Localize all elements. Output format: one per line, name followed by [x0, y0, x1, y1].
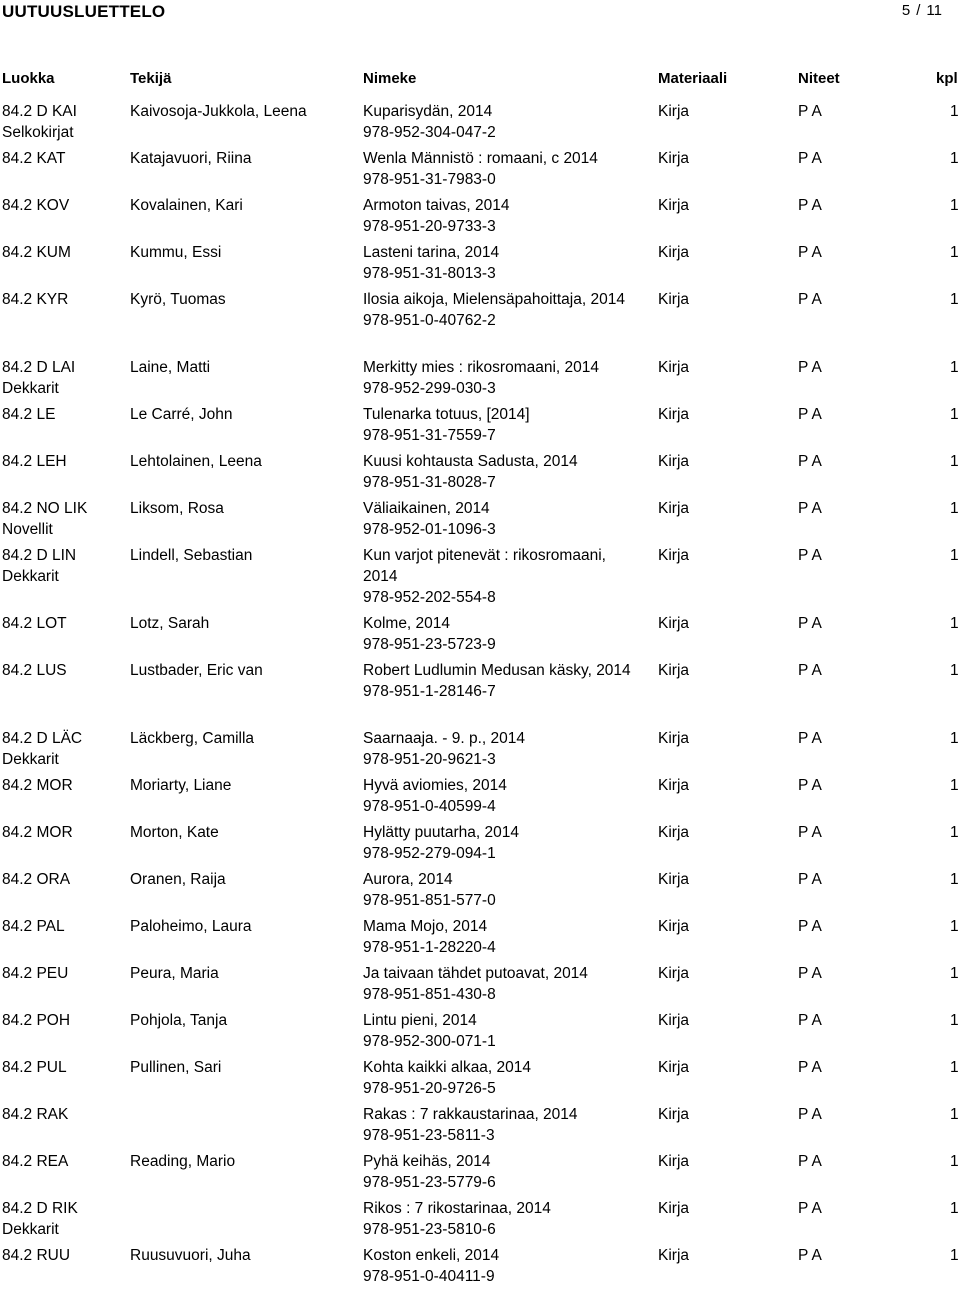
qty-cell: 1 [950, 500, 959, 517]
qty-cell: 1 [950, 1012, 959, 1029]
class-cell [2, 545, 122, 587]
book-title: Mama Mojo, 2014 [363, 918, 488, 935]
book-title: Koston enkeli, 2014 [363, 1247, 500, 1264]
author-name: Ruusuvuori, Juha [130, 1247, 251, 1264]
isbn: 978-951-0-40762-2 [363, 312, 496, 329]
author-name: Kovalainen, Kari [130, 197, 243, 214]
class-cell [2, 1104, 122, 1125]
page-title: UUTUUSLUETTELO [2, 2, 166, 21]
book-title: Pyhä keihäs, 2014 [363, 1153, 491, 1170]
table-row [0, 1151, 960, 1198]
genre-label: Dekkarit [2, 568, 59, 585]
title-cell [363, 1245, 633, 1287]
material-cell: Kirja [658, 730, 690, 747]
book-title: Rakas : 7 rakkaustarinaa, 2014 [363, 1106, 578, 1123]
author-cell [130, 289, 355, 310]
class-cell [2, 1151, 122, 1172]
isbn: 978-951-31-7983-0 [363, 171, 496, 188]
title-cell [363, 101, 633, 143]
notes-cell: P A [798, 197, 822, 214]
material-cell: Kirja [658, 1247, 690, 1264]
book-title: Merkitty mies : rikosromaani, 2014 [363, 359, 600, 376]
author-name: Kyrö, Tuomas [130, 291, 226, 308]
author-name: Läckberg, Camilla [130, 730, 255, 747]
title-cell [363, 545, 633, 608]
notes-cell: P A [798, 103, 822, 120]
class-code: 84.2 LE [2, 406, 56, 423]
material-cell: Kirja [658, 824, 690, 841]
author-cell [130, 195, 355, 216]
class-code: 84.2 NO LIK [2, 500, 88, 517]
genre-label: Dekkarit [2, 380, 59, 397]
material-cell: Kirja [658, 453, 690, 470]
notes-cell: P A [798, 730, 822, 747]
author-name: Laine, Matti [130, 359, 211, 376]
notes-cell: P A [798, 1247, 822, 1264]
notes-cell: P A [798, 871, 822, 888]
notes-cell: P A [798, 359, 822, 376]
author-name: Reading, Mario [130, 1153, 236, 1170]
book-title: Tulenarka totuus, [2014] [363, 406, 530, 423]
author-cell [130, 1057, 355, 1078]
class-code: 84.2 D LIN [2, 547, 77, 564]
author-name: Pullinen, Sari [130, 1059, 222, 1076]
page-number [902, 2, 942, 19]
author-name: Liksom, Rosa [130, 500, 224, 517]
book-title: Kohta kaikki alkaa, 2014 [363, 1059, 532, 1076]
class-cell [2, 660, 122, 681]
table-row [0, 1057, 960, 1104]
material-cell: Kirja [658, 1012, 690, 1029]
book-title: Väliaikainen, 2014 [363, 500, 490, 517]
qty-cell: 1 [950, 547, 959, 564]
book-title: Lasteni tarina, 2014 [363, 244, 500, 261]
class-code: 84.2 PEU [2, 965, 69, 982]
book-title: Ja taivaan tähdet putoavat, 2014 [363, 965, 588, 982]
book-title: Robert Ludlumin Medusan käsky, 2014 [363, 662, 631, 679]
author-name: Pohjola, Tanja [130, 1012, 228, 1029]
author-name: Lehtolainen, Leena [130, 453, 262, 470]
genre-label: Dekkarit [2, 751, 59, 768]
class-code: 84.2 PUL [2, 1059, 67, 1076]
class-code: 84.2 POH [2, 1012, 71, 1029]
column-header-qty: kpl [936, 70, 958, 87]
qty-cell: 1 [950, 1153, 959, 1170]
material-cell: Kirja [658, 103, 690, 120]
class-code: 84.2 KOV [2, 197, 70, 214]
total-pages: 11 [926, 2, 942, 19]
author-name: Le Carré, John [130, 406, 233, 423]
author-name: Peura, Maria [130, 965, 219, 982]
class-cell [2, 822, 122, 843]
title-cell [363, 1057, 633, 1099]
notes-cell: P A [798, 547, 822, 564]
isbn: 978-952-304-047-2 [363, 124, 496, 141]
material-cell: Kirja [658, 1200, 690, 1217]
author-cell [130, 101, 355, 122]
author-cell [130, 451, 355, 472]
author-cell [130, 822, 355, 843]
material-cell: Kirja [658, 150, 690, 167]
qty-cell: 1 [950, 1059, 959, 1076]
qty-cell: 1 [950, 918, 959, 935]
author-cell [130, 1245, 355, 1266]
author-cell [130, 404, 355, 425]
table-row [0, 775, 960, 822]
author-name: Oranen, Raija [130, 871, 226, 888]
isbn: 978-952-01-1096-3 [363, 521, 496, 538]
page-separator: / [916, 2, 921, 19]
class-code: 84.2 D KAI [2, 103, 77, 120]
isbn: 978-951-23-5811-3 [363, 1127, 495, 1144]
material-cell: Kirja [658, 777, 690, 794]
notes-cell: P A [798, 1200, 822, 1217]
isbn: 978-951-851-430-8 [363, 986, 496, 1003]
column-header-class: Luokka [2, 70, 55, 87]
table-row [0, 101, 960, 148]
title-cell [363, 148, 633, 190]
class-cell [2, 498, 122, 540]
isbn: 978-951-31-8013-3 [363, 265, 496, 282]
class-cell [2, 101, 122, 143]
book-title: Ilosia aikoja, Mielensäpahoittaja, 2014 [363, 291, 625, 308]
notes-cell: P A [798, 777, 822, 794]
table-row [0, 242, 960, 289]
qty-cell: 1 [950, 615, 959, 632]
title-cell [363, 1010, 633, 1052]
class-code: 84.2 D LÄC [2, 730, 83, 747]
isbn: 978-951-0-40599-4 [363, 798, 496, 815]
author-cell [130, 660, 355, 681]
column-header-author: Tekijä [130, 70, 172, 87]
book-title: Rikos : 7 rikostarinaa, 2014 [363, 1200, 551, 1217]
class-cell [2, 1010, 122, 1031]
title-cell [363, 451, 633, 493]
table-row [0, 869, 960, 916]
qty-cell: 1 [950, 1200, 959, 1217]
qty-cell: 1 [950, 103, 959, 120]
isbn: 978-952-299-030-3 [363, 380, 496, 397]
column-header-notes: Niteet [798, 70, 840, 87]
material-cell: Kirja [658, 197, 690, 214]
table-row [0, 660, 960, 728]
title-cell [363, 498, 633, 540]
qty-cell: 1 [950, 777, 959, 794]
qty-cell: 1 [950, 197, 959, 214]
class-cell [2, 1057, 122, 1078]
qty-cell: 1 [950, 730, 959, 747]
table-row [0, 289, 960, 357]
class-cell [2, 869, 122, 890]
table-row [0, 451, 960, 498]
qty-cell: 1 [950, 359, 959, 376]
material-cell: Kirja [658, 406, 690, 423]
table-row [0, 195, 960, 242]
class-cell [2, 148, 122, 169]
notes-cell: P A [798, 662, 822, 679]
material-cell: Kirja [658, 244, 690, 261]
book-title: Lintu pieni, 2014 [363, 1012, 477, 1029]
class-code: 84.2 RUU [2, 1247, 71, 1264]
material-cell: Kirja [658, 662, 690, 679]
current-page: 5 [901, 2, 911, 19]
title-cell [363, 1198, 633, 1240]
isbn: 978-951-851-577-0 [363, 892, 496, 909]
notes-cell: P A [798, 824, 822, 841]
author-name: Paloheimo, Laura [130, 918, 252, 935]
class-code: 84.2 LEH [2, 453, 67, 470]
class-cell [2, 289, 122, 310]
notes-cell: P A [798, 918, 822, 935]
qty-cell: 1 [950, 150, 959, 167]
material-cell: Kirja [658, 615, 690, 632]
title-cell [363, 728, 633, 770]
material-cell: Kirja [658, 1153, 690, 1170]
table-row [0, 822, 960, 869]
author-name: Katajavuori, Riina [130, 150, 252, 167]
table-row [0, 148, 960, 195]
author-name: Kaivosoja-Jukkola, Leena [130, 103, 307, 120]
notes-cell: P A [798, 406, 822, 423]
author-name: Lindell, Sebastian [130, 547, 253, 564]
notes-cell: P A [798, 150, 822, 167]
column-header-title: Nimeke [363, 70, 417, 87]
title-cell [363, 775, 633, 817]
notes-cell: P A [798, 291, 822, 308]
isbn: 978-951-23-5723-9 [363, 636, 496, 653]
author-cell [130, 242, 355, 263]
author-name: Kummu, Essi [130, 244, 222, 261]
material-cell: Kirja [658, 1059, 690, 1076]
title-cell [363, 1104, 633, 1146]
material-cell: Kirja [658, 965, 690, 982]
notes-cell: P A [798, 453, 822, 470]
author-name: Lotz, Sarah [130, 615, 210, 632]
notes-cell: P A [798, 1153, 822, 1170]
table-row [0, 404, 960, 451]
class-cell [2, 728, 122, 770]
notes-cell: P A [798, 500, 822, 517]
class-code: 84.2 KYR [2, 291, 69, 308]
class-cell [2, 451, 122, 472]
author-cell [130, 613, 355, 634]
qty-cell: 1 [950, 871, 959, 888]
title-cell [363, 1151, 633, 1193]
table-row [0, 728, 960, 775]
author-cell [130, 498, 355, 519]
book-title: Kuusi kohtausta Sadusta, 2014 [363, 453, 578, 470]
notes-cell: P A [798, 1106, 822, 1123]
class-code: 84.2 RAK [2, 1106, 69, 1123]
table-row [0, 963, 960, 1010]
material-cell: Kirja [658, 359, 690, 376]
isbn: 978-951-20-9733-3 [363, 218, 496, 235]
table-row [0, 1010, 960, 1057]
book-title: Kolme, 2014 [363, 615, 451, 632]
book-title: Kun varjot pitenevät : rikosromaani, 2014 [363, 547, 606, 585]
notes-cell: P A [798, 615, 822, 632]
class-cell [2, 1245, 122, 1266]
table-row [0, 498, 960, 545]
isbn: 978-952-279-094-1 [363, 845, 496, 862]
material-cell: Kirja [658, 500, 690, 517]
class-code: 84.2 ORA [2, 871, 71, 888]
class-code: 84.2 LOT [2, 615, 67, 632]
qty-cell: 1 [950, 662, 959, 679]
class-code: 84.2 MOR [2, 777, 73, 794]
class-cell [2, 916, 122, 937]
class-cell [2, 775, 122, 796]
author-cell [130, 728, 355, 749]
table-row [0, 1104, 960, 1151]
class-code: 84.2 REA [2, 1153, 69, 1170]
isbn: 978-951-20-9726-5 [363, 1080, 496, 1097]
qty-cell: 1 [950, 244, 959, 261]
author-cell [130, 1010, 355, 1031]
author-cell [130, 869, 355, 890]
book-title: Hyvä aviomies, 2014 [363, 777, 507, 794]
genre-label: Novellit [2, 521, 53, 538]
author-cell [130, 148, 355, 169]
title-cell [363, 357, 633, 399]
author-cell [130, 1151, 355, 1172]
isbn: 978-951-20-9621-3 [363, 751, 496, 768]
class-cell [2, 404, 122, 425]
table-row [0, 1198, 960, 1245]
class-code: 84.2 D LAI [2, 359, 76, 376]
isbn: 978-951-1-28220-4 [363, 939, 496, 956]
catalog-table [0, 101, 960, 1292]
author-name: Lustbader, Eric van [130, 662, 263, 679]
isbn: 978-951-23-5810-6 [363, 1221, 496, 1238]
notes-cell: P A [798, 965, 822, 982]
qty-cell: 1 [950, 406, 959, 423]
qty-cell: 1 [950, 453, 959, 470]
material-cell: Kirja [658, 547, 690, 564]
author-cell [130, 545, 355, 566]
material-cell: Kirja [658, 1106, 690, 1123]
title-cell [363, 963, 633, 1005]
class-code: 84.2 LUS [2, 662, 67, 679]
title-cell [363, 195, 633, 237]
author-name: Morton, Kate [130, 824, 219, 841]
title-cell [363, 869, 633, 911]
class-cell [2, 963, 122, 984]
author-cell [130, 775, 355, 796]
class-cell [2, 613, 122, 634]
qty-cell: 1 [950, 291, 959, 308]
isbn: 978-951-31-8028-7 [363, 474, 496, 491]
table-row [0, 545, 960, 613]
author-cell [130, 357, 355, 378]
class-cell [2, 195, 122, 216]
title-cell [363, 242, 633, 284]
book-title: Hylätty puutarha, 2014 [363, 824, 519, 841]
notes-cell: P A [798, 1059, 822, 1076]
title-cell [363, 289, 633, 331]
book-title: Kuparisydän, 2014 [363, 103, 493, 120]
table-row [0, 613, 960, 660]
isbn: 978-951-23-5779-6 [363, 1174, 496, 1191]
notes-cell: P A [798, 244, 822, 261]
class-code: 84.2 KUM [2, 244, 71, 261]
isbn: 978-951-1-28146-7 [363, 683, 496, 700]
isbn: 978-951-0-40411-9 [363, 1268, 495, 1285]
author-cell [130, 963, 355, 984]
author-name: Moriarty, Liane [130, 777, 232, 794]
genre-label: Dekkarit [2, 1221, 59, 1238]
class-code: 84.2 MOR [2, 824, 73, 841]
genre-label: Selkokirjat [2, 124, 74, 141]
isbn: 978-952-300-071-1 [363, 1033, 496, 1050]
table-row [0, 916, 960, 963]
qty-cell: 1 [950, 965, 959, 982]
book-title: Wenla Männistö : romaani, c 2014 [363, 150, 598, 167]
class-code: 84.2 PAL [2, 918, 65, 935]
class-code: 84.2 KAT [2, 150, 66, 167]
isbn: 978-951-31-7559-7 [363, 427, 496, 444]
isbn: 978-952-202-554-8 [363, 589, 496, 606]
material-cell: Kirja [658, 871, 690, 888]
qty-cell: 1 [950, 824, 959, 841]
class-cell [2, 1198, 122, 1240]
author-cell [130, 916, 355, 937]
class-code: 84.2 D RIK [2, 1200, 78, 1217]
book-title: Saarnaaja. - 9. p., 2014 [363, 730, 526, 747]
title-cell [363, 916, 633, 958]
notes-cell: P A [798, 1012, 822, 1029]
column-header-material: Materiaali [658, 70, 728, 87]
material-cell: Kirja [658, 291, 690, 308]
class-cell [2, 357, 122, 399]
title-cell [363, 404, 633, 446]
title-cell [363, 822, 633, 864]
qty-cell: 1 [950, 1106, 959, 1123]
table-row [0, 357, 960, 404]
book-title: Armoton taivas, 2014 [363, 197, 510, 214]
qty-cell: 1 [950, 1247, 959, 1264]
book-title: Aurora, 2014 [363, 871, 453, 888]
class-cell [2, 242, 122, 263]
title-cell [363, 660, 633, 702]
title-cell [363, 613, 633, 655]
material-cell: Kirja [658, 918, 690, 935]
